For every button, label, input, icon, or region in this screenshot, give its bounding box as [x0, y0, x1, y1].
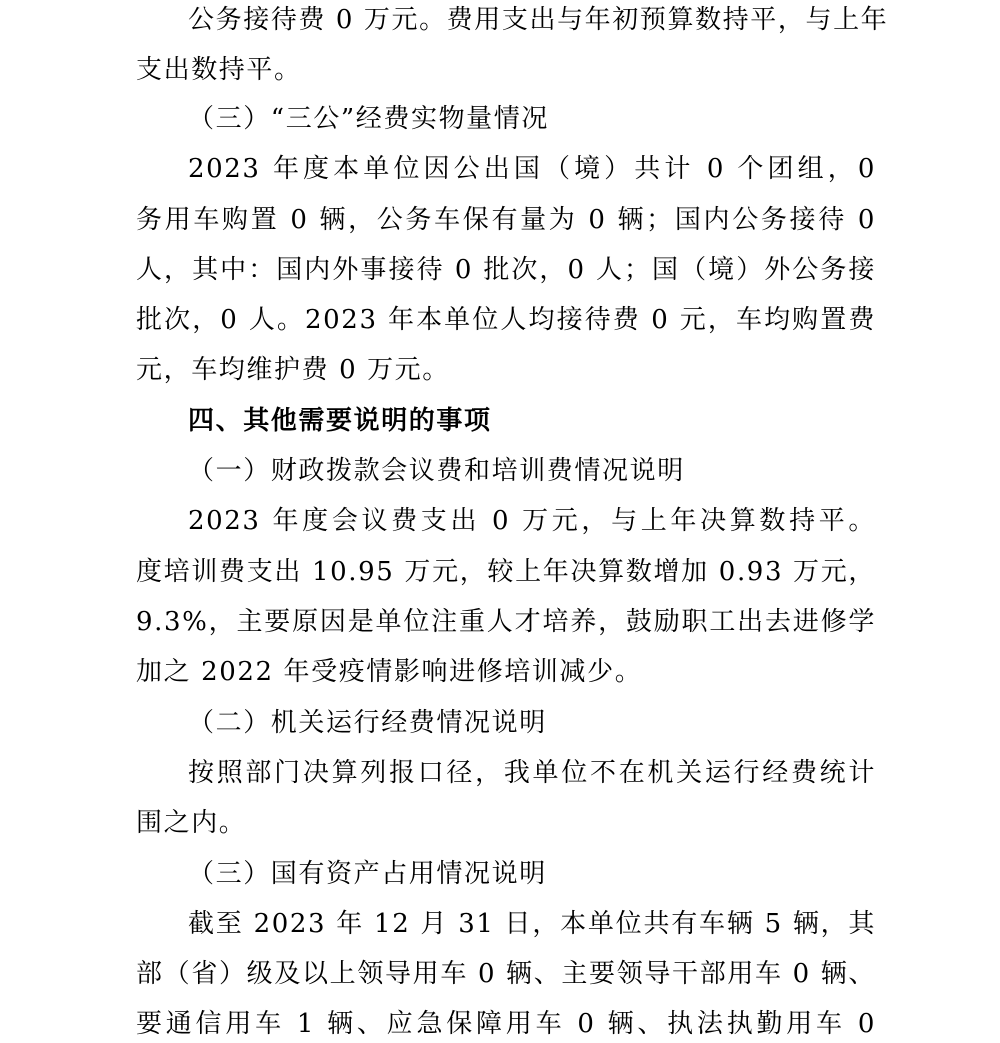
paragraph-line: 加之 2022 年受疫情影响进修培训减少。 [136, 657, 643, 687]
section-heading: （二）机关运行经费情况说明 [188, 708, 547, 738]
paragraph-line: 公务接待费 0 万元。费用支出与年初预算数持平，与上年 [188, 5, 889, 35]
paragraph-line: 按照部门决算列报口径，我单位不在机关运行经费统计 [188, 758, 876, 788]
paragraph-line: 2023 年度本单位因公出国（境）共计 0 个团组，0 [188, 154, 876, 184]
paragraph-line: 2023 年度会议费支出 0 万元，与上年决算数持平。 [188, 506, 876, 536]
paragraph-line: 要通信用车 1 辆、应急保障用车 0 辆、执法执勤用车 0 [136, 1009, 876, 1039]
paragraph-line: 人，其中：国内外事接待 0 批次，0 人；国（境）外公务接 [136, 255, 876, 285]
paragraph-line: 元，车均维护费 0 万元。 [136, 355, 450, 385]
paragraph-line: 9.3%，主要原因是单位注重人才培养，鼓励职工出去进修学 [136, 607, 876, 637]
paragraph-line: 度培训费支出 10.95 万元，较上年决算数增加 0.93 万元， [136, 557, 876, 587]
paragraph-line: 支出数持平。 [136, 55, 302, 85]
paragraph-line: 截至 2023 年 12 月 31 日，本单位共有车辆 5 辆，其 [188, 909, 876, 939]
paragraph-line: 部（省）级及以上领导用车 0 辆、主要领导干部用车 0 辆、 [136, 959, 876, 989]
section-heading: （三）国有资产占用情况说明 [188, 859, 547, 889]
chapter-heading: 四、其他需要说明的事项 [188, 406, 492, 436]
paragraph-line: 围之内。 [136, 808, 247, 838]
section-heading: （一）财政拨款会议费和培训费情况说明 [188, 456, 685, 486]
paragraph-line: 务用车购置 0 辆，公务车保有量为 0 辆；国内公务接待 0 [136, 205, 876, 235]
section-heading: （三）“三公”经费实物量情况 [188, 104, 549, 134]
paragraph-line: 批次，0 人。2023 年本单位人均接待费 0 元，车均购置费 [136, 305, 876, 335]
